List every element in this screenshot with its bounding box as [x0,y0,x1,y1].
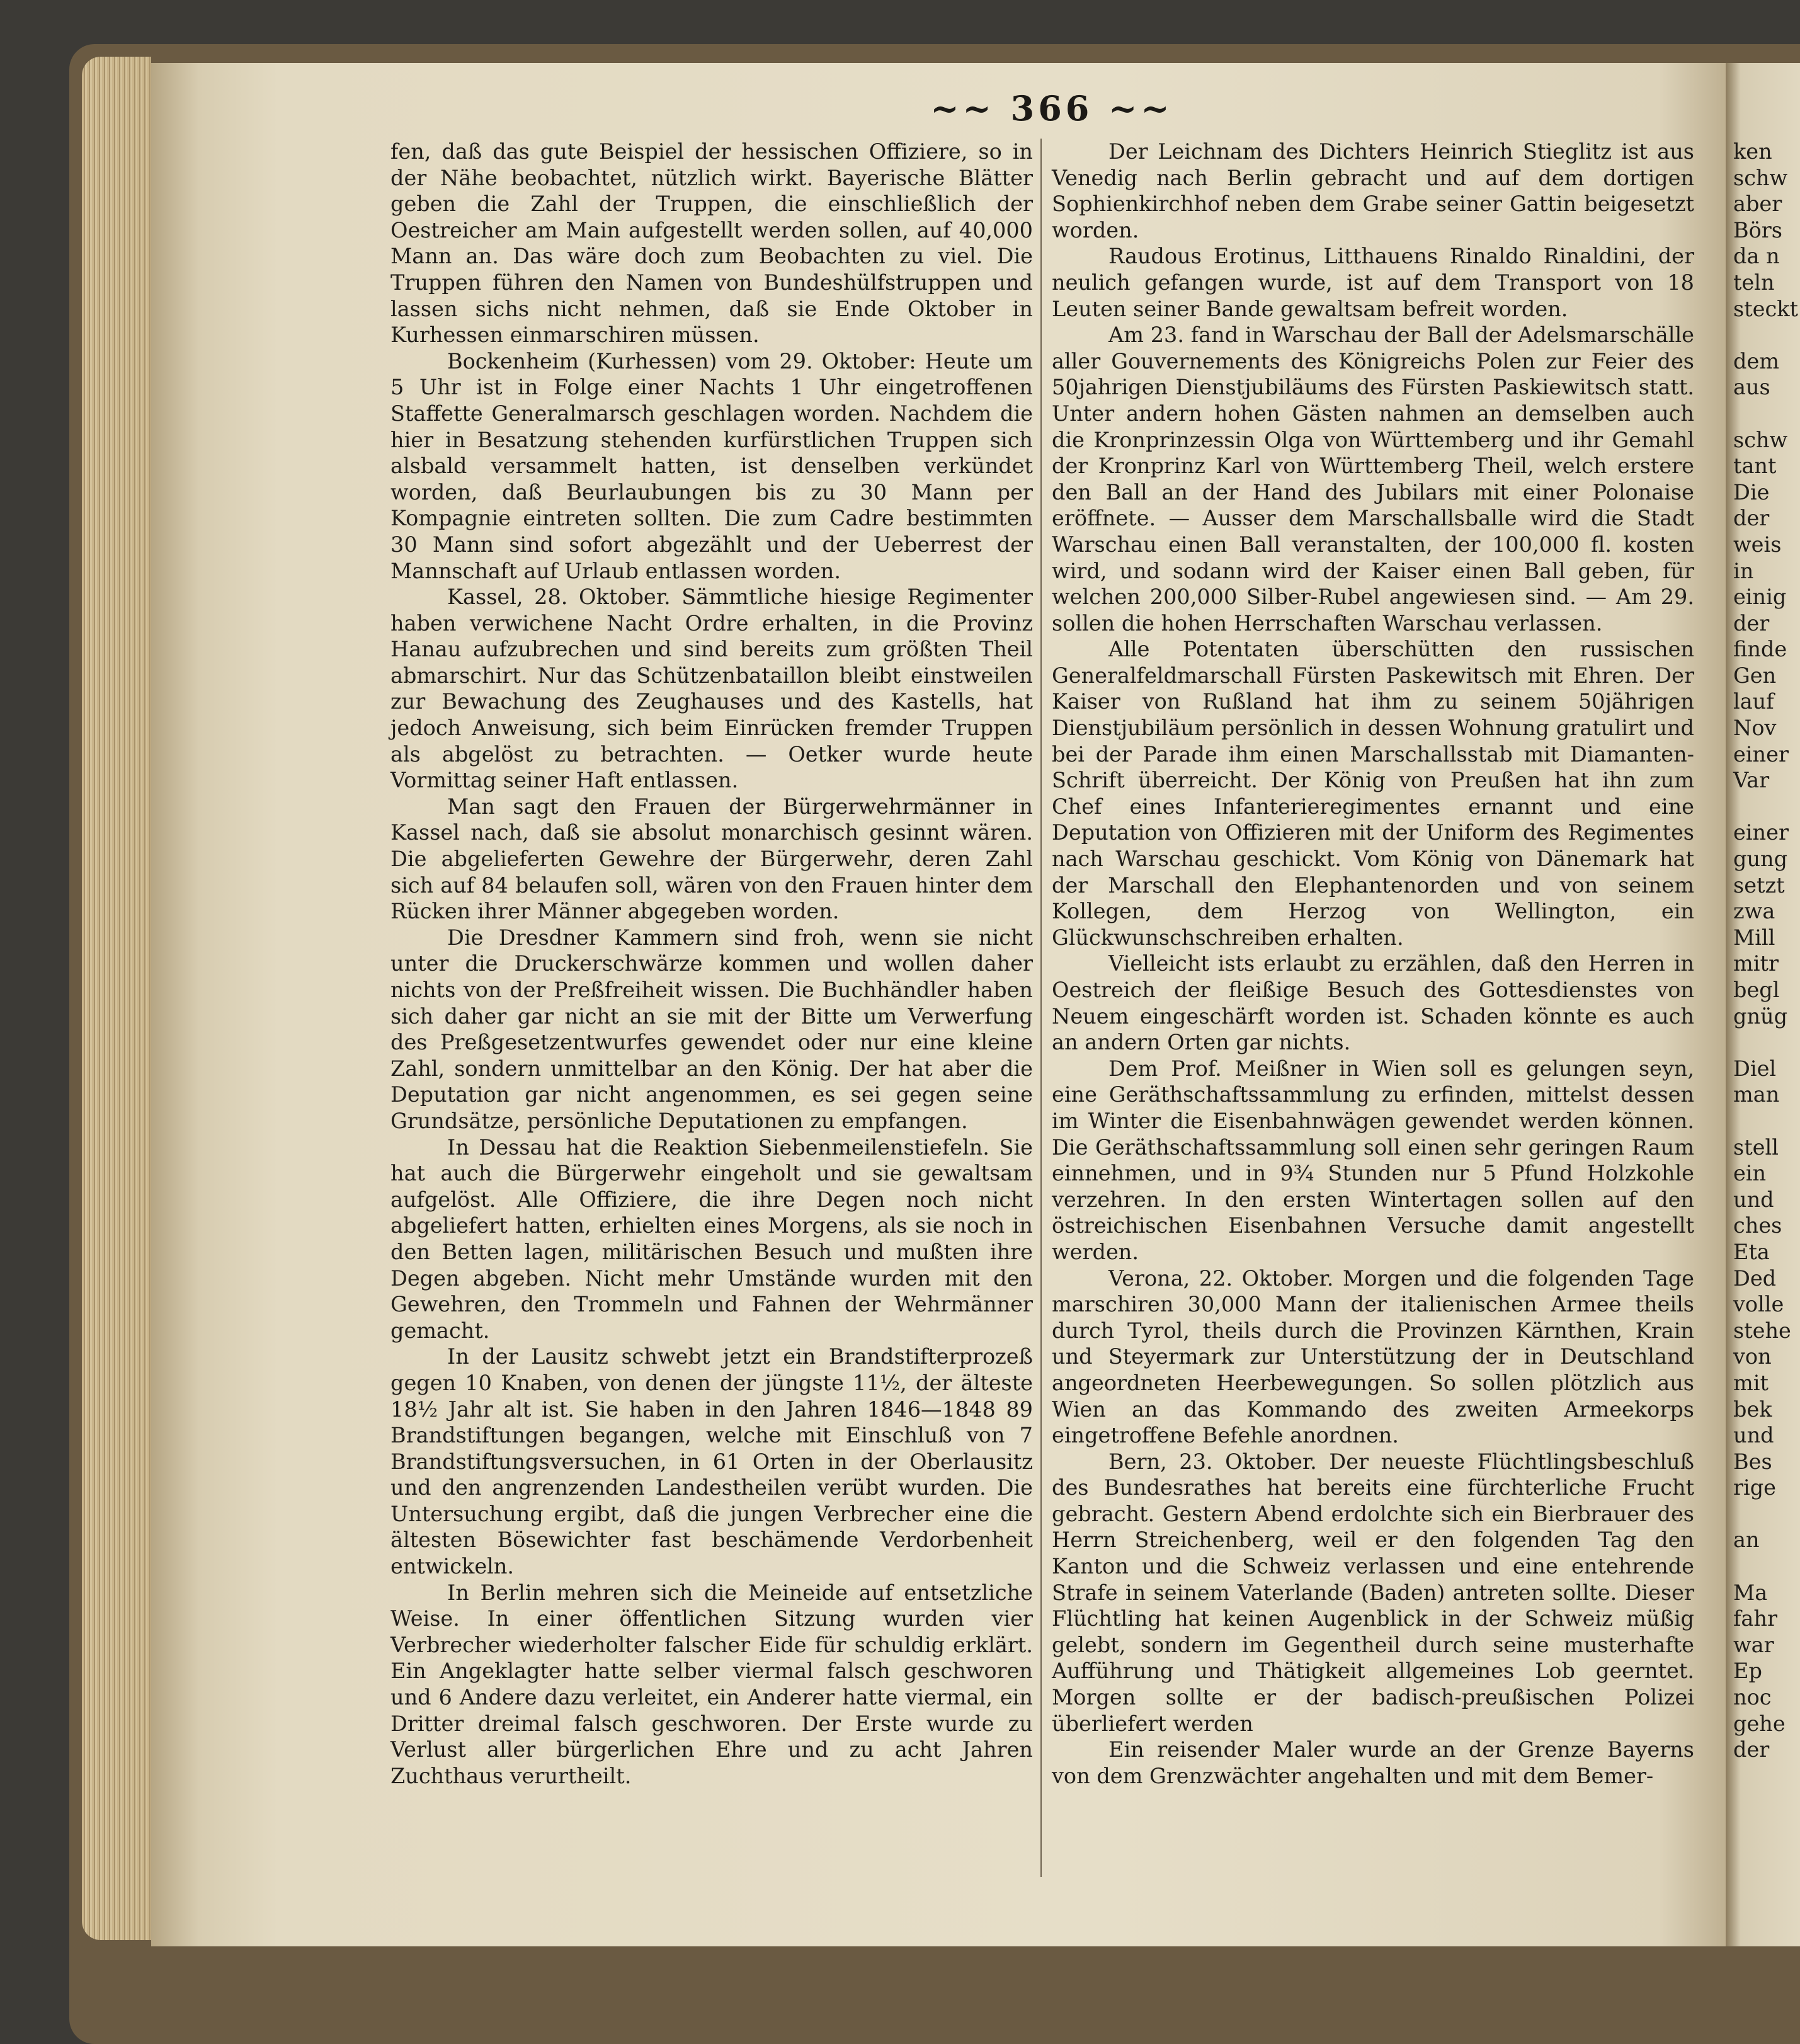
fragment-line [1733,1553,1800,1580]
fragment-line: gung [1733,847,1788,872]
header-ornament-left: ~~ [930,88,995,128]
fragment-line: einer [1733,741,1789,767]
fragment-line: gnüg [1733,1003,1788,1029]
fragment-line: Gen [1733,663,1777,688]
fragment-line: bek [1733,1396,1772,1422]
fragment-line: Mill [1733,925,1775,950]
paragraph: Man sagt den Frauen der Bürgerwehrmänner in Kassel nach, daß sie absolut monarchisch gesinnt wären. Die abgelieferten Gewehre der Bürgerwehr, deren Zahl sich auf 84 belaufen soll, wären von den Frauen hinter dem Rücken ihrer Männer abgegeben worden. [390,794,1033,924]
fragment-line: zwa [1733,899,1775,924]
paragraph: Bern, 23. Oktober. Der neueste Flüchtlingsbeschluß des Bundesrathes hat bereits eine fürchterliche Frucht gebracht. Gestern Abend erdolchte sich ein Bierbrauer des Herrn Streichenberg, weil er den folgenden Tag den Kanton und die Schweiz verlassen und eine entehrende Strafe in seinem Vaterlande (Baden) antreten sollte. Dieser Flüchtling hat keinen Augenblick in der Schweiz müßig gelebt, sondern im Gegentheil durch seine musterhafte Aufführung und Thätigkeit allgemeines Lob geerntet. Morgen sollte er der badisch-preußischen Polizei überliefert werden [1052,1449,1694,1736]
fragment-line: teln [1733,270,1775,295]
fragment-line: Ma [1733,1580,1768,1605]
paragraph: Dem Prof. Meißner in Wien soll es gelungen seyn, eine Geräthschaftssammlung zu erfinden, mittelst dessen im Winter die Eisenbahnwägen gewendet werden können. Die Geräthschaftssammlung soll einen sehr geringen Raum einnehmen, und in 9¾ Stunden nur 5 Pfund Holzkohle verzehren. In den ersten Wintertagen sollen auf den östreichischen Eisenbahnen Versuche damit angestellt werden. [1052,1056,1694,1264]
fragment-line: steckt [1733,296,1799,321]
fragment-line: fahr [1733,1606,1777,1631]
fragment-line: stell [1733,1134,1779,1160]
page-header [920,88,1184,139]
fragment-line [1733,1029,1800,1056]
fragment-line: weis [1733,532,1782,557]
fragment-line: an [1733,1527,1760,1553]
fragment-line: Diel [1733,1056,1777,1081]
column-rule [1040,139,1042,1877]
fragment-line: der [1733,610,1770,636]
fragment-line: gehe [1733,1711,1786,1736]
fragment-line: volle [1733,1292,1784,1317]
fragment-line: stehe [1733,1318,1791,1343]
fragment-line: von [1733,1344,1772,1369]
fragment-line [1733,1501,1800,1527]
fragment-line: da n [1733,244,1780,269]
paragraph: Verona, 22. Oktober. Morgen und die folgenden Tage marschiren 30,000 Mann der italienischen Armee theils durch Tyrol, theils durch die Provinzen Kärnthen, Krain und Steyermark zur Unterstützung der in Deutschland angeordneten Heerbewegungen. So sollen plötzlich aus Wien an das Kommando des zweiten Armeekorps eingetroffene Befehle anordnen. [1052,1265,1694,1448]
paragraph: In Dessau hat die Reaktion Siebenmeilenstiefeln. Sie hat auch die Bürgerwehr eingeholt und sie gewaltsam aufgelöst. Alle Offiziere, die ihre Degen noch nicht abgeliefert hatten, erhielten eines Morgens, als sie noch in den Betten lagen, militärischen Besuch und mußten ihre Degen abgeben. Nicht mehr Umstände wurden mit den Gewehren, den Trommeln und Fahnen der Wehrmänner gemacht. [390,1134,1033,1343]
fragment-line: aus [1733,375,1770,400]
fragment-line: der [1733,1737,1770,1762]
fragment-line: man [1733,1082,1780,1107]
fragment-line: rige [1733,1475,1776,1500]
fragment-line [1733,1108,1800,1134]
fragment-line [1733,401,1800,427]
left-column [390,139,1033,1789]
next-page-fragments [1733,139,1800,1763]
fragment-line: Eta [1733,1239,1770,1264]
fragment-line: der [1733,506,1770,531]
fragment-line: Die [1733,479,1770,505]
fragment-line: lauf [1733,689,1774,714]
paragraph: Bockenheim (Kurhessen) vom 29. Oktober: Heute um 5 Uhr ist in Folge einer Nachts 1 Uhr eingetroffenen Staffette Generalmarsch geschlagen worden. Nachdem die hier in Besatzung stehenden kurfürstlichen Truppen sich alsbald versammelt hatten, ist denselben verkündet worden, daß Beurlaubungen bis zu 30 Mann per Kompagnie eintreten sollten. Die zum Cadre bestimmten 30 Mann sind sofort abgezählt und der Ueberrest der Mannschaft auf Urlaub entlassen worden. [390,348,1033,583]
fragment-line: einig [1733,585,1787,610]
fragment-line: einer [1733,820,1789,845]
fragment-line: schw [1733,427,1788,452]
paragraph: Die Dresdner Kammern sind froh, wenn sie nicht unter die Druckerschwärze kommen und wollen daher nichts von der Preßfreiheit wissen. Die Buchhändler haben sich daher gar nicht an sie mit der Bitte um Verwerfung des Preßgesetzentwurfes gewendet oder nur eine kleine Zahl, sondern unmittelbar an den König. Der hat aber die Deputation gar nicht angenommen, es sei gegen seine Grundsätze, persönliche Deputationen zu empfangen. [390,925,1033,1133]
paragraph: Ein reisender Maler wurde an der Grenze Bayerns von dem Grenzwächter angehalten und mit dem Bemer- [1052,1737,1694,1788]
fragment-line: noc [1733,1685,1772,1710]
fragment-line: begl [1733,978,1780,1002]
fragment-line: Ep [1733,1659,1762,1684]
page-edges [82,57,151,1940]
paragraph: Am 23. fand in Warschau der Ball der Adelsmarschälle aller Gouvernements des Königreichs Polen zur Feier des 50jahrigen Dienstjubiläums des Fürsten Paskiewitsch statt. Unter andern hohen Gästen nahmen an demselben auch die Kronprinzessin Olga von Württemberg und ihr Gemahl der Kronprinz Karl von Württemberg Theil, welch erstere den Ball an der Hand des Jubilars mit einer Polonaise eröffnete. — Ausser dem Marschallsballe wird die Stadt Warschau einen Ball veranstalten, der 100,000 fl. kosten wird, und sodann wird der Kaiser einen Ball geben, für welchen 200,000 Silber-Rubel angewiesen sind. — Am 29. sollen die hohen Herrschaften Warschau verlassen. [1052,323,1694,636]
fragment-line: finde [1733,637,1787,662]
fragment-line [1733,322,1800,348]
paragraph: Vielleicht ists erlaubt zu erzählen, daß den Herren in Oestreich der fleißige Besuch des Gottesdienstes von Neuem eingeschärft worden ist. Schaden könnte es auch an andern Orten gar nichts. [1052,951,1694,1055]
fragment-line: in [1733,558,1754,583]
fragment-line: Var [1733,768,1770,793]
fragment-line: tant [1733,454,1777,479]
fragment-line: aber [1733,191,1782,217]
fragment-line: Börs [1733,217,1782,243]
fragment-line: Ded [1733,1265,1777,1291]
fragment-line: und [1733,1187,1774,1212]
fragment-line: Bes [1733,1449,1772,1474]
fragment-line: ches [1733,1213,1782,1238]
fragment-line: ein [1733,1161,1767,1186]
fragment-line: setzt [1733,872,1785,898]
page-number: 366 [1010,88,1093,128]
header-ornament-right: ~~ [1108,88,1173,128]
paragraph: Raudous Erotinus, Litthauens Rinaldo Rinaldini, der neulich gefangen wurde, ist auf dem Transport von 18 Leuten seiner Bande gewaltsam befreit worden. [1052,244,1694,321]
paragraph: Alle Potentaten überschütten den russischen Generalfeldmarschall Fürsten Paskewitsch mit Ehren. Der Kaiser von Rußland hat ihm zu seinem 50jährigen Dienstjubiläum persönlich in dessen Wohnung gratulirt und bei der Parade ihm einen Marschallsstab mit Diamanten-Schrift überreicht. Der König von Preußen hat ihn zum Chef eines Infanterieregimentes ernannt und eine Deputation von Offizieren mit der Uniform des Regimentes nach Warschau geschickt. Vom König von Dänemark hat der Marschall den Elephantenorden und von seinem Kollegen, dem Herzog von Wellington, ein Glückwunschschreiben erhalten. [1052,637,1694,950]
fragment-line: mitr [1733,951,1779,976]
fragment-line: war [1733,1632,1774,1657]
fragment-line: dem [1733,348,1780,374]
fragment-line [1733,794,1800,820]
fragment-line: Nov [1733,716,1777,741]
fragment-line: mit [1733,1370,1769,1395]
fragment-line: ken [1733,139,1772,164]
paragraph: In Berlin mehren sich die Meineide auf entsetzliche Weise. In einer öffentlichen Sitzung wurden vier Verbrecher wiederholter falscher Eide für schuldig erklärt. Ein Angeklagter hatte selber viermal falsch geschworen und 6 Andere dazu verleitet, ein Anderer hatte viermal, ein Dritter dreimal falsch geschworen. Der Erste wurde zu Verlust aller bürgerlichen Ehre und zu acht Jahren Zuchthaus verurtheilt. [390,1580,1033,1788]
paragraph: fen, daß das gute Beispiel der hessischen Offiziere, so in der Nähe beobachtet, nützlich wirkt. Bayerische Blätter geben die Zahl der Truppen, die einschließlich der Oestreicher am Main aufgestellt werden sollen, auf 40,000 Mann an. Das wäre doch zum Beobachten zu viel. Die Truppen führen den Namen von Bundeshülfstruppen und lassen sichs nicht nehmen, daß sie Ende Oktober in Kurhessen einmarschiren müssen. [390,139,1033,348]
paragraph: In der Lausitz schwebt jetzt ein Brandstifterprozeß gegen 10 Knaben, von denen der jüngste 11½, der älteste 18½ Jahr alt ist. Sie haben in den Jahren 1846—1848 89 Brandstiftungen begangen, welche mit Einschluß von 7 Brandstiftungsversuchen, in 61 Orten in der Oberlausitz und den angrenzenden Landestheilen verübt wurden. Die Untersuchung ergibt, daß die jungen Verbrecher eine die ältesten Bösewichter fast beschämende Verdorbenheit entwickeln. [390,1344,1033,1579]
right-column [1052,139,1694,1789]
fragment-line: und [1733,1423,1774,1448]
fragment-line: schw [1733,165,1788,190]
paragraph: Der Leichnam des Dichters Heinrich Stieglitz ist aus Venedig nach Berlin gebracht und auf dem dortigen Sophienkirchhof neben dem Grabe seiner Gattin beigesetzt worden. [1052,139,1694,243]
paragraph: Kassel, 28. Oktober. Sämmtliche hiesige Regimenter haben verwichene Nacht Ordre erhalten, in die Provinz Hanau aufzubrechen und sind bereits zum größten Theil abmarschirt. Nur das Schützenbataillon bleibt einstweilen zur Bewachung des Zeughauses und des Kastells, hat jedoch Anweisung, sich beim Einrücken fremder Truppen als abgelöst zu betrachten. — Oetker wurde heute Vormittag seiner Haft entlassen. [390,585,1033,793]
